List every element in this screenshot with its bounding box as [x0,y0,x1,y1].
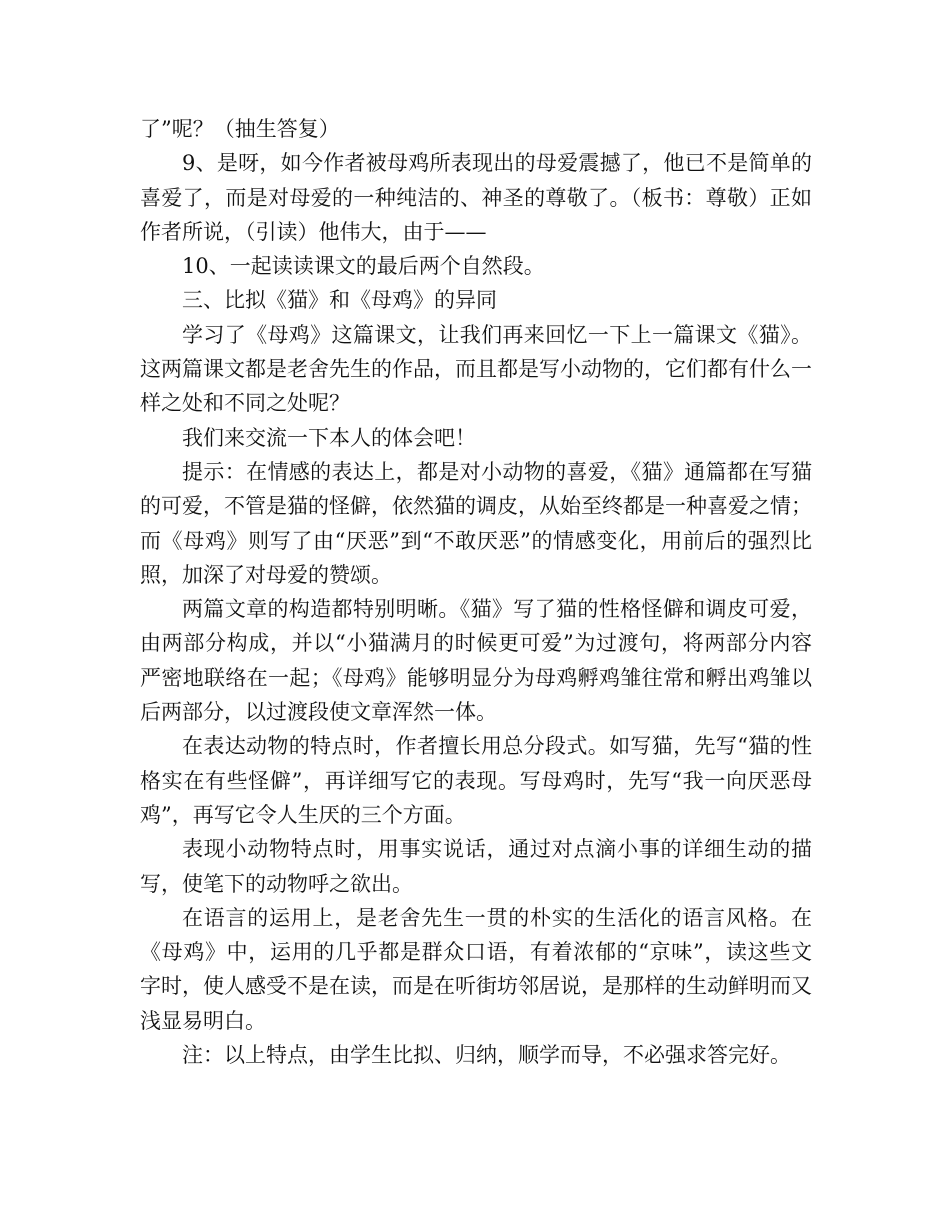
paragraph-6: 我们来交流一下本人的体会吧！ [182,425,476,450]
paragraph-12: 注：以上特点，由学生比拟、归纳，顺学而导，不必强求答完好。 [182,1043,791,1068]
paragraph-10: 表现小动物特点时，用事实说话，通过对点滴小事的详细生动的描写，使笔下的动物呼之欲出。 [140,837,812,896]
paragraph-11: 在语言的运用上，是老舍先生一贯的朴实的生活化的语言风格。在《母鸡》中，运用的几乎都是群众口语，有着浓郁的“京味”，读这些文字时，使人感受不是在读，而是在听街坊邻居说，是那样的生动鲜明而又浅显易明白。 [140,905,812,1033]
paragraph-9: 在表达动物的特点时，作者擅长用总分段式。如写猫，先写“猫的性格实在有些怪僻”，再详细写它的表现。写母鸡时，先写“我一向厌恶母鸡”，再写它令人生厌的三个方面。 [140,734,812,827]
paragraph-7: 提示：在情感的表达上，都是对小动物的喜爱，《猫》通篇都在写猫的可爱，不管是猫的怪僻，依然猫的调皮，从始至终都是一种喜爱之情；而《母鸡》则写了由“厌恶”到“不敢厌恶”的情感变化，用前后的强烈比照，加深了对母爱的赞颂。 [140,459,812,587]
section-heading: 三、比拟《猫》和《母鸡》的异同 [182,288,497,313]
paragraph-5: 学习了《母鸡》这篇课文，让我们再来回忆一下上一篇课文《猫》。这两篇课文都是老舍先生的作品，而且都是写小动物的，它们都有什么一样之处和不同之处呢？ [140,322,812,416]
paragraph-8: 两篇文章的构造都特别明晰。《猫》写了猫的性格怪僻和调皮可爱，由两部分构成，并以“小猫满月的时候更可爱”为过渡句，将两部分内容严密地联络在一起；《母鸡》能够明显分为母鸡孵鸡雏往常和孵出鸡雏以后两部分，以过渡段使文章浑然一体。 [140,597,812,725]
document-page [140,112,812,1072]
paragraph-1: 了”呢？（抽生答复） [140,117,340,141]
paragraph-3: 10、一起读读课文的最后两个自然段。 [182,254,545,279]
paragraph-2: 9、是呀，如今作者被母鸡所表现出的母爱震撼了，他已不是简单的喜爱了，而是对母爱的一种纯洁的、神圣的尊敬了。（板书：尊敬）正如作者所说，（引读）他伟大，由于—— [140,151,812,244]
